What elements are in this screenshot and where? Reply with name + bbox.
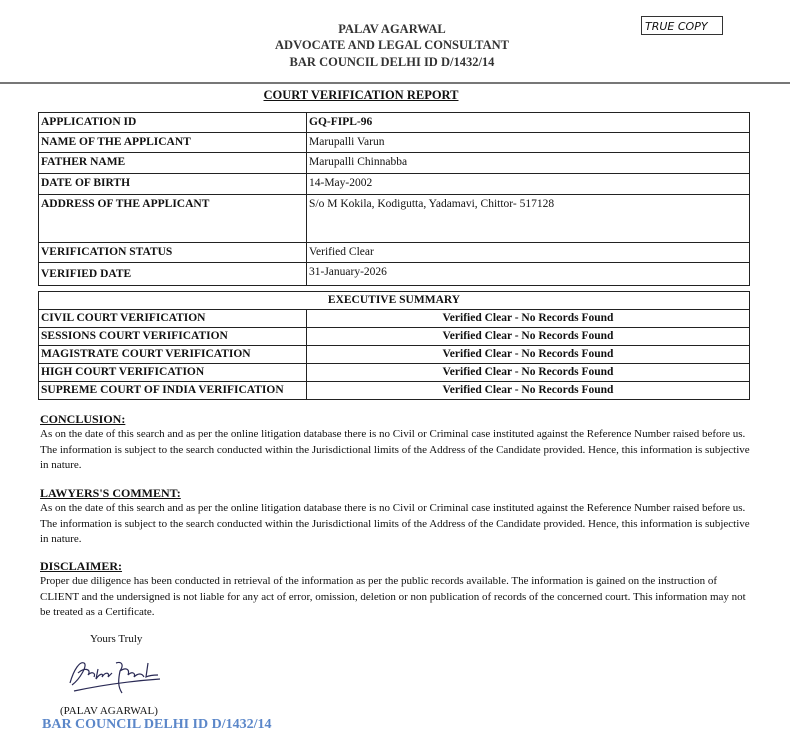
closing-text: Yours Truly [90,633,143,645]
detail-label: NAME OF THE APPLICANT [39,133,307,153]
table-row [39,346,750,364]
conclusion-text: As on the date of this search and as per the online litigation database there is no Civil or Criminal case instituted against the Reference Number raised before us. The information is subject to the search conducted within the Jurisdictional limits of the Address of the Candidate provided. Hence, this information is subjective in nature. [40,428,750,471]
table-row [39,292,750,310]
table-row [39,133,750,153]
summary-label: SUPREME COURT OF INDIA VERIFICATION [39,382,307,400]
summary-value: Verified Clear - No Records Found [307,328,750,346]
table-row [39,195,750,243]
detail-value: 31-January-2026 [307,263,750,286]
comment-heading: LAWYERS'S COMMENT: [40,486,181,500]
applicant-details-table [38,112,750,286]
summary-value: Verified Clear - No Records Found [307,346,750,364]
advocate-role: ADVOCATE AND LEGAL CONSULTANT [275,38,509,52]
table-row [39,113,750,133]
detail-value: 14-May-2002 [307,174,750,195]
conclusion-heading: CONCLUSION: [40,412,126,426]
table-row [39,243,750,263]
summary-label: MAGISTRATE COURT VERIFICATION [39,346,307,364]
disclaimer-text: Proper due diligence has been conducted in retrieval of the information as per the public records available. The information is gained on the instruction of CLIENT and the undersigned is not liable for any act of error, omission, deletion or non publication of records of the concerned court. This information may not be treated as a Certificate. [40,575,746,618]
summary-label: SESSIONS COURT VERIFICATION [39,328,307,346]
detail-label: FATHER NAME [39,153,307,174]
table-row [39,382,750,400]
summary-label: CIVIL COURT VERIFICATION [39,310,307,328]
lawyers-comment-section [40,485,750,548]
detail-label: VERIFIED DATE [39,263,307,286]
report-title: COURT VERIFICATION REPORT [263,88,459,102]
detail-value: S/o M Kokila, Kodigutta, Yadamavi, Chittor- 517128 [307,195,750,243]
summary-label: HIGH COURT VERIFICATION [39,364,307,382]
table-row [39,153,750,174]
disclaimer-heading: DISCLAIMER: [40,559,123,573]
table-row [39,174,750,195]
signatory-bar-id: BAR COUNCIL DELHI ID D/1432/14 [42,717,272,732]
executive-summary-table [38,291,750,400]
table-row [39,328,750,346]
detail-value: GQ-FIPL-96 [307,113,750,133]
detail-value: Verified Clear [307,243,750,263]
detail-label: VERIFICATION STATUS [39,243,307,263]
summary-value: Verified Clear - No Records Found [307,310,750,328]
signatory-name: (PALAV AGARWAL) [60,705,158,717]
detail-label: APPLICATION ID [39,113,307,133]
true-copy-stamp: TRUE COPY [641,16,723,35]
table-row [39,364,750,382]
detail-value: Marupalli Chinnabba [307,153,750,174]
disclaimer-section [40,558,750,621]
detail-value: Marupalli Varun [307,133,750,153]
advocate-bar-id: BAR COUNCIL DELHI ID D/1432/14 [289,55,495,69]
summary-heading: EXECUTIVE SUMMARY [39,292,750,310]
advocate-name: PALAV AGARWAL [338,22,446,36]
header-divider [0,82,790,84]
summary-value: Verified Clear - No Records Found [307,364,750,382]
detail-label: DATE OF BIRTH [39,174,307,195]
detail-label: ADDRESS OF THE APPLICANT [39,195,307,243]
conclusion-section [40,411,750,474]
summary-value: Verified Clear - No Records Found [307,382,750,400]
comment-text: As on the date of this search and as per the online litigation database there is no Civil or Criminal case instituted against the Reference Number raised before us. The information is subject to the search conducted within the Jurisdictional limits of the Address of the Candidate provided. Hence, this information is subjective in nature. [40,502,750,545]
table-row [39,310,750,328]
signature-image [62,655,172,700]
table-row [39,263,750,286]
